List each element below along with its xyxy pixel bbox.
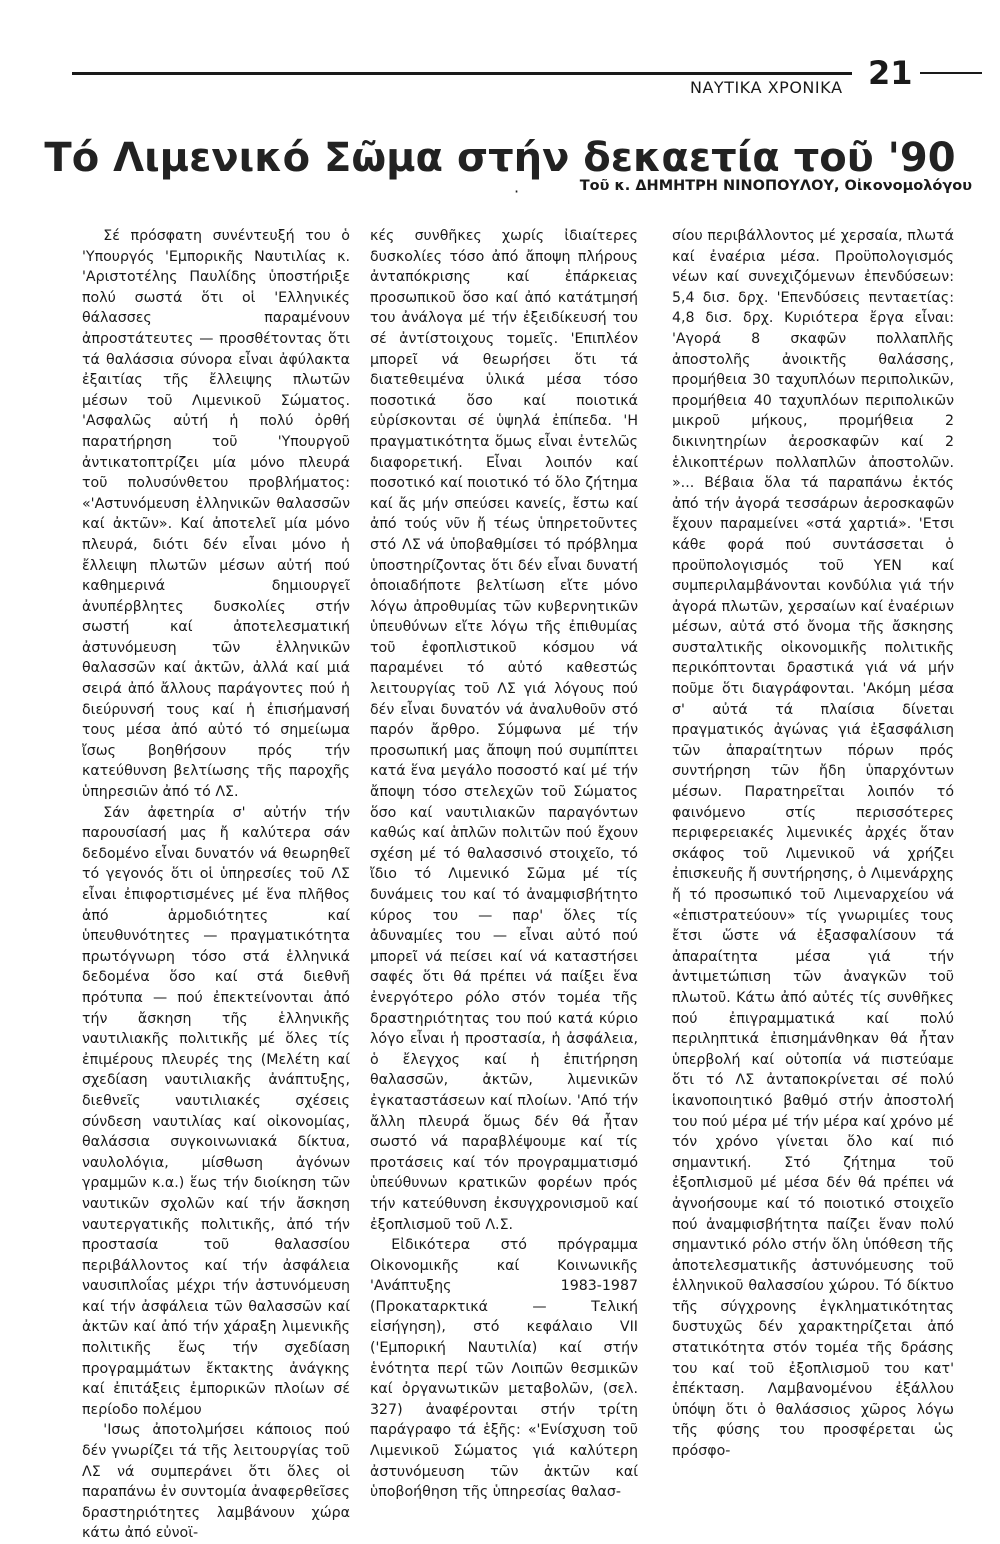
column-1 (82, 226, 350, 1542)
page-number: 21 (868, 54, 913, 92)
column-3 (672, 226, 954, 1460)
paragraph: κές συνθῆκες χωρίς ἰδιαίτερες δυσκολίες τόσο ἀπό ἄποψη πλήρους ἀνταπόκρισης καί ἐπάρκειας προσωπικοῦ ὅσο καί ἀπό κατάτμησή του ἀνάλογα μέ τήν ἐξειδίκευσή του σέ ἀντίστοιχους τομεῖς. 'Επιπλέον μπορεῖ νά θεωρήσει ὅτι τά διατεθειμένα ὑλικά μέσα τόσο ποσοτικά ὅσο καί ποιοτικά εὑρίσκονται σέ ὑψηλά ἐπίπεδα. 'Η πραγματικότητα ὅμως εἶναι ἐντελῶς διαφορετική. Εἶναι λοιπόν καί ποσοτικό καί ποιοτικό τό ὅλο ζήτημα καί ἄς μήν σπεύσει κανείς, ἔστω καί ἀπό τούς νῦν ἤ τέως ὑπηρετοῦντες στό ΛΣ νά ὑποβαθμίσει τό πρόβλημα ὑποστηρίζοντας ὅτι δέν εἶναι δυνατή ὁποιαδήποτε βελτίωση εἴτε μόνο λόγω ἀπροθυμίας τῶν κυβερνητικῶν ὑπευθύνων εἴτε λόγω τῆς ἐπιθυμίας τοῦ ἐφοπλιστικοῦ κόσμου νά παραμένει τό αὐτό καθεστώς λειτουργίας τοῦ ΛΣ γιά λόγους πού δέν εἶναι δυνατόν νά ἀναλυθοῦν στό παρόν ἄρθρο. Σύμφωνα μέ τήν προσωπική μας ἄποψη πού συμπίπτει κατά ἕνα μεγάλο ποσοστό καί μέ τήν ἄποψη τόσο στελεχῶν τοῦ Σώματος ὅσο καί ναυτιλιακῶν παραγόντων καθώς καί ἁπλῶν πολιτῶν πού ἔχουν σχέση μέ τό θαλασσινό στοιχεῖο, τό ἴδιο τό Λιμενικό Σῶμα μέ τίς δυνάμεις του καί τό ἀναμφισβήτητο κύρος του — παρ' ὅλες τίς ἀδυναμίες του — εἶναι αὐτό πού μπορεῖ νά πείσει καί νά καταστήσει σαφές ὅτι θά πρέπει νά παίξει ἕνα ἐνεργότερο ρόλο στόν τομέα τῆς δραστηριότητας του πού κατά κύριο λόγο εἶναι ἡ προστασία, ἡ ἀσφάλεια, ὁ ἔλεγχος καί ἡ ἐπιτήρηση θαλασσῶν, ἀκτῶν, λιμενικῶν ἐγκαταστάσεων καί πλοίων. 'Από τήν ἄλλη πλευρά ὅμως δέν θά ἦταν σωστό νά παραβλέψουμε καί τίς προτάσεις καί τόν προγραμματισμό ὑπεύθυνων κρατικῶν φορέων πρός τήν κατεύθυνση ἐκσυγχρονισμοῦ καί ἐξοπλισμοῦ τοῦ Λ.Σ. (370, 228, 638, 1233)
byline-dot: · (514, 182, 520, 201)
paragraph: Σάν ἀφετηρία σ' αὐτήν τήν παρουσίασή μας ἤ καλύτερα σάν δεδομένο εἶναι δυνατόν νά θεωρηθεῖ τό γεγονός ὅτι οἱ ὑπηρεσίες τοῦ ΛΣ εἶναι ἐπιφορτισμένες μέ ἕνα πλῆθος ἀπό ἁρμοδιότητες καί ὑπευθυνότητες — πραγματικότητα πρωτόγνωρη τόσο στά ἑλληνικά δεδομένα ὅσο καί στά διεθνῆ πρότυπα — πού ἐπεκτείνονται ἀπό τήν ἄσκηση τῆς ἑλληνικῆς ναυτιλιακῆς πολιτικῆς μέ ὅλες τίς ἐπιμέρους πλευρές της (Μελέτη καί σχεδίαση ναυτιλιακῆς ἀνάπτυξης, διεθνεῖς ναυτιλιακές σχέσεις σύνδεση ναυτιλίας καί οἰκονομίας, θαλάσσια συγκοινωνιακά δίκτυα, ναυλολόγια, μίσθωση ἀγόνων γραμμῶν κ.α.) ἕως τήν διοίκηση τῶν ναυτικῶν σχολῶν καί τήν ἄσκηση ναυτεργατικῆς πολιτικῆς, ἀπό τήν προστασία τοῦ θαλασσίου περιβάλλοντος καί τήν ἀσφάλεια ναυσιπλοΐας μέχρι τήν ἀστυνόμευση καί τήν ἀσφάλεια τῶν θαλασσῶν καί ἀκτῶν καί ἀπό τήν χάραξη λιμενικῆς πολιτικῆς ἕως τήν σχεδίαση προγραμμάτων ἔκτακτης ἀνάγκης καί ἐπιτάξεις ἐμπορικῶν πλοίων σέ περίοδο πολέμου (82, 804, 350, 1418)
paragraph: Σέ πρόσφατη συνέντευξή του ὁ 'Υπουργός 'Εμπορικῆς Ναυτιλίας κ. 'Αριστοτέλης Παυλίδης ὑποστήριξε πολύ σωστά ὅτι οἱ 'Ελληνικές θάλασσες παραμένουν ἀπροστάτευτες — προσθέτοντας ὅτι τά θαλάσσια σύνορα εἶναι ἀφύλακτα ἐξαιτίας τῆς ἔλλειψης πλωτῶν μέσων τοῦ Λιμενικοῦ Σώματος. 'Ασφαλῶς αὐτή ἡ πολύ ὀρθή παρατήρηση τοῦ 'Υπουργοῦ ἀντικατοπτρίζει μία μόνο πλευρά τοῦ πολυσύνθετου προβλήματος: «'Αστυνόμευση ἑλληνικῶν θαλασσῶν καί ἀκτῶν». Καί ἀποτελεῖ μία μόνο πλευρά, διότι δέν εἶναι μόνο ἡ ἔλλειψη πλωτῶν μέσων αὐτή πού καθημερινά δημιουργεῖ ἀνυπέρβλητες δυσκολίες στήν σωστή καί ἀποτελεσματική ἀστυνόμευση τῶν ἑλληνικῶν θαλασσῶν καί ἀκτῶν, ἀλλά καί μιά σειρά ἀπό ἄλλους παράγοντες πού ἡ διεύρυνσή τους καί ἡ ἐπισήμανσή τους μέσα ἀπό αὐτό τό σημείωμα ἴσως βοηθήσουν πρός τήν κατεύθυνση βελτίωσης τῆς παροχῆς ὑπηρεσιῶν ἀπό τό ΛΣ. (82, 228, 350, 801)
header-rule-left (72, 72, 852, 75)
paragraph: Εἰδικότερα στό πρόγραμμα Οἰκονομικῆς καί Κοινωνικῆς 'Ανάπτυξης 1983-1987 (Προκαταρκτικά — Τελική εἰσήγηση), στό κεφάλαιο VII ('Εμπορική Ναυτιλία) καί στήν ἑνότητα περί τῶν Λοιπῶν θεσμικῶν καί ὀργανωτικῶν μεταβολῶν, (σελ. 327) ἀναφέρονται στήν τρίτη παράγραφο τά ἑξῆς: «'Ενίσχυση τοῦ Λιμενικοῦ Σώματος γιά καλύτερη ἀστυνόμευση τῶν ἀκτῶν καί ὑποβοήθηση τῆς ὑπηρεσίας θαλασ- (370, 1237, 638, 1501)
paragraph: σίου περιβάλλοντος μέ χερσαία, πλωτά καί ἐναέρια μέσα. Προϋπολογισμός νέων καί συνεχιζόμενων ἐπενδύσεων: 5,4 δισ. δρχ. 'Επενδύσεις πενταετίας: 4,8 δισ. δρχ. Κυριότερα ἔργα εἶναι: 'Αγορά 8 σκαφῶν πολλαπλῆς ἀποστολῆς ἀνοικτῆς θαλάσσης, προμήθεια 30 ταχυπλόων περιπολικῶν, προμήθεια 40 ταχυπλόων περιπολικῶν μικροῦ μήκους, προμήθεια 2 δικινητηρίων ἀεροσκαφῶν καί 2 ἑλικοπτέρων πολλαπλῶν ἀποστολῶν. »... Βέβαια ὅλα τά παραπάνω ἐκτός ἀπό τήν ἀγορά τεσσάρων ἀεροσκαφῶν ἔχουν παραμείνει «στά χαρτιά». 'Ετσι κάθε φορά πού συντάσσεται ὁ προϋπολογισμός τοῦ ΥΕΝ καί συμπεριλαμβάνονται κονδύλια γιά τήν ἀγορά πλωτῶν, χερσαίων καί ἐναέριων μέσων, αὐτά στό ὄνομα τῆς ἄσκησης συσταλτικῆς οἰκονομικῆς πολιτικῆς περικόπτονται δραστικά γιά νά μήν ποῦμε ὅτι διαγράφονται. 'Ακόμη μέσα σ' αὐτά τά πλαίσια δίνεται πραγματικός ἀγώνας γιά ἐξασφάλιση τῶν ἀπαραίτητων πόρων πρός συντήρηση τῶν ἤδη ὑπαρχόντων μέσων. Παρατηρεῖται λοιπόν τό φαινόμενο στίς περισσότερες περιφερειακές λιμενικές ἀρχές ὅταν σκάφος τοῦ Λιμενικοῦ νά χρήζει ἐπισκευῆς ἤ συντήρησης, ὁ Λιμενάρχης ἤ τό προσωπικό τοῦ Λιμεναρχείου νά «ἐπιστρατεύουν» τίς γνωριμίες τους ἔτσι ὥστε νά ἐξασφαλίσουν τά ἀπαραίτητα μέσα γιά τήν ἀντιμετώπιση τῶν ἀναγκῶν τοῦ πλωτοῦ. Κάτω ἀπό αὐτές τίς συνθῆκες πού ἐπιγραμματικά καί πολύ περιληπτικά ἐπισημάνθηκαν θά ἦταν ὑπερβολή καί οὐτοπία νά πιστεύαμε ὅτι τό ΛΣ ἀνταποκρίνεται σέ πολύ ἱκανοποιητικό βαθμό στήν ἀποστολή του πού μέρα μέ τήν μέρα καί χρόνο μέ τόν χρόνο γίνεται ὅλο καί πιό σημαντική. Στό ζήτημα τοῦ ἐξοπλισμοῦ μέ μέσα δέν θά πρέπει νά ἀγνοήσουμε καί τό ποιοτικό στοιχεῖο πού ἀναμφισβήτητα παίζει ἕναν πολύ σημαντικό ρόλο στήν ὅλη ὑπόθεση τῆς ἀποτελεσματικῆς ἀστυνόμευσης τοῦ ἑλληνικοῦ θαλασσίου χώρου. Τό δίκτυο τῆς σύγχρονης ἐγκληματικότητας δυστυχῶς δέν χαρακτηρίζεται ἀπό στατικότητα στόν τομέα τῆς δράσης του καί τοῦ ἐξοπλισμοῦ του κατ' ἐπέκταση. Λαμβανομένου ἐξάλλου ὑπόψη ὅτι ὁ θαλάσσιος χῶρος λόγω τῆς φύσης του προσφέρεται ὡς πρόσφο- (672, 228, 954, 1460)
paragraph: 'Ισως ἀποτολμήσει κάποιος πού δέν γνωρίζει τά τῆς λειτουργίας τοῦ ΛΣ νά συμπεράνει ὅτι ὅλες οἱ παραπάνω ἐν συντομία ἀναφερθεῖσες δραστηριότητες λαμβάνουν χώρα κάτω ἀπό εὐνοϊ- (82, 1422, 350, 1542)
header-rule-right (920, 72, 982, 74)
column-2 (370, 226, 638, 1501)
publication-name: ΝΑΥΤΙΚΑ ΧΡΟΝΙΚΑ (690, 78, 843, 97)
article-title: Τό Λιμενικό Σῶμα στήν δεκαετία τοῦ '90 (44, 134, 956, 181)
article-byline: Τοῦ κ. ΔΗΜΗΤΡΗ ΝΙΝΟΠΟΥΛΟΥ, Οἰκονομολόγου (579, 178, 972, 194)
